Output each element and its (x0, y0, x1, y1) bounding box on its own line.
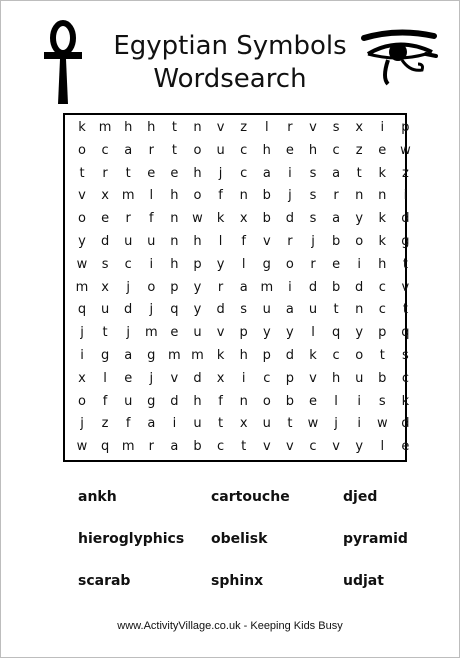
grid-cell: a (170, 439, 179, 455)
grid-cell: f (218, 188, 223, 204)
grid-cell: l (149, 188, 154, 204)
grid-cell: m (144, 325, 158, 341)
grid-cell: a (332, 211, 341, 227)
grid-cell: t (102, 325, 108, 341)
grid-cell: c (309, 439, 317, 455)
grid-cell: t (402, 302, 408, 318)
grid-cell: e (170, 325, 179, 341)
grid-cell: e (285, 142, 294, 158)
grid-cell: l (311, 325, 315, 341)
grid-cell: a (285, 302, 294, 318)
grid-cell: d (285, 348, 295, 363)
grid-cell: j (126, 325, 130, 341)
grid-cell: e (401, 439, 410, 455)
grid-cell: y (286, 325, 294, 341)
grid-cell: u (355, 370, 364, 386)
grid-cell: s (378, 393, 386, 409)
grid-cell: v (262, 439, 271, 455)
grid-cell: b (285, 393, 295, 409)
ankh-icon (38, 16, 88, 106)
eye-of-horus-icon (358, 26, 438, 88)
grid-cell: l (241, 256, 246, 272)
grid-cell: k (378, 234, 387, 249)
grid-cell: r (310, 256, 316, 272)
grid-cell: m (75, 279, 89, 295)
grid-cell: j (149, 370, 154, 386)
grid-cell: n (170, 234, 179, 249)
grid-cell: p (378, 325, 387, 341)
grid-cell: v (170, 370, 179, 386)
grid-cell: w (307, 416, 319, 432)
grid-cell: l (218, 234, 223, 249)
grid-cell: e (170, 165, 179, 181)
word-hieroglyphics: hieroglyphics (78, 531, 185, 547)
grid-cell: i (80, 348, 84, 363)
grid-cell: r (333, 188, 339, 204)
grid-cell: e (101, 211, 110, 227)
grid-cell: k (216, 348, 225, 363)
grid-cell: e (309, 393, 317, 409)
grid-cell: h (239, 348, 248, 363)
grid-cell: u (124, 234, 133, 249)
grid-cell: i (380, 120, 385, 135)
grid-cell: e (124, 370, 133, 386)
grid-cell: c (101, 142, 109, 158)
grid-cell: r (148, 439, 154, 455)
grid-cell: g (147, 393, 156, 409)
grid-cell: a (124, 142, 133, 158)
grid-cell: q (170, 302, 179, 318)
grid-cell: h (308, 142, 318, 158)
grid-cell: m (168, 348, 181, 363)
grid-cell: k (216, 211, 225, 227)
grid-cell: g (147, 348, 156, 363)
grid-cell: j (288, 188, 292, 204)
grid-cell: y (355, 211, 364, 227)
grid-cell: c (240, 165, 248, 181)
grid-cell: s (101, 256, 109, 272)
grid-cell: h (170, 188, 179, 204)
grid-cell: q (77, 302, 87, 318)
grid-cell: s (309, 211, 317, 227)
grid-cell: a (124, 348, 133, 363)
grid-cell: x (216, 370, 225, 386)
grid-cell: t (171, 142, 177, 158)
grid-cell: w (400, 142, 411, 158)
grid-cell: o (355, 234, 364, 249)
grid-cell: o (78, 393, 86, 409)
grid-cell: h (124, 120, 133, 135)
grid-cell: u (193, 325, 202, 341)
grid-cell: o (355, 348, 364, 363)
grid-cell: j (126, 279, 130, 295)
grid-cell: n (170, 211, 179, 227)
grid-cell: r (102, 165, 108, 181)
grid-cell: t (379, 348, 385, 363)
grid-cell: x (101, 188, 109, 204)
grid-cell: c (332, 348, 340, 363)
grid-cell: v (216, 325, 225, 341)
grid-cell: z (401, 165, 409, 181)
grid-cell: l (334, 393, 338, 409)
grid-cell: k (378, 165, 387, 181)
grid-cell: l (103, 370, 107, 386)
grid-cell: r (125, 211, 131, 227)
grid-cell: f (125, 416, 131, 432)
grid-cell: e (378, 142, 387, 158)
grid-cell: d (170, 393, 179, 409)
grid-cell: u (147, 234, 156, 249)
word-scarab: scarab (78, 573, 131, 589)
grid-cell: j (80, 325, 84, 341)
grid-cell: s (309, 165, 317, 181)
grid-cell: y (78, 234, 86, 249)
grid-cell: n (239, 393, 248, 409)
grid-cell: d (193, 370, 202, 386)
grid-cell: t (171, 120, 177, 135)
grid-cell: e (332, 256, 341, 272)
grid-cell: j (311, 234, 315, 249)
grid-cell: j (149, 302, 154, 318)
grid-cell: c (124, 256, 132, 272)
grid-cell: c (332, 142, 340, 158)
grid-cell: t (287, 416, 293, 432)
grid-cell: f (241, 234, 246, 249)
grid-cell: x (239, 416, 248, 432)
grid-cell: v (286, 439, 294, 455)
grid-cell: u (216, 142, 225, 158)
page-title (100, 30, 360, 96)
grid-cell: k (78, 120, 86, 135)
grid-cell: r (148, 142, 154, 158)
grid-cell: u (124, 393, 133, 409)
grid-cell: y (262, 325, 271, 341)
grid-cell: c (263, 370, 271, 386)
grid-cell: t (356, 165, 362, 181)
grid-cell: o (78, 211, 86, 227)
grid-cell: g (401, 234, 410, 249)
grid-cell: a (239, 279, 248, 295)
grid-cell: c (378, 302, 386, 318)
grid-cell: b (262, 188, 271, 204)
grid-cell: m (98, 120, 112, 135)
grid-cell: v (262, 234, 271, 249)
grid-cell: y (355, 325, 364, 341)
grid-cell: u (262, 416, 271, 432)
grid-cell: u (262, 302, 271, 318)
grid-cell: i (403, 188, 408, 204)
grid-cell: w (76, 256, 88, 272)
grid-cell: c (217, 439, 225, 455)
grid-cell: z (101, 416, 109, 432)
grid-cell: d (355, 279, 364, 295)
wordsearch-grid (63, 113, 411, 462)
grid-cell: h (193, 165, 202, 181)
grid-cell: u (193, 416, 202, 432)
grid-cell: p (262, 348, 271, 363)
grid-cell: s (240, 302, 248, 318)
grid-cell: f (218, 393, 223, 409)
grid-cell: b (378, 370, 387, 386)
grid-cell: z (240, 120, 248, 135)
grid-cell: d (401, 211, 410, 227)
grid-cell: f (102, 393, 108, 409)
grid-cell: v (78, 188, 86, 204)
grid-cell: v (309, 120, 317, 135)
grid-cell: n (193, 120, 202, 135)
grid-cell: e (147, 165, 156, 181)
grid-cell: i (288, 165, 292, 181)
grid-cell: s (309, 188, 317, 204)
grid-cell: c (401, 370, 409, 386)
grid-cell: y (355, 439, 364, 455)
grid-cell: v (332, 439, 340, 455)
grid-cell: m (191, 348, 204, 363)
grid-cell: n (378, 188, 387, 204)
grid-cell: g (262, 256, 271, 272)
grid-cell: y (216, 256, 225, 272)
grid-cell: t (79, 165, 85, 181)
grid-cell: m (260, 279, 274, 295)
grid-cell: k (401, 393, 410, 409)
grid-cell: a (147, 416, 156, 432)
word-obelisk: obelisk (211, 531, 268, 547)
grid-cell: p (170, 279, 179, 295)
grid-cell: h (262, 142, 271, 158)
grid-cell: p (401, 120, 410, 135)
grid-cell: i (288, 279, 292, 295)
grid-cell: b (193, 439, 202, 455)
grid-cell: i (357, 393, 361, 409)
grid-cell: t (333, 302, 339, 318)
grid-cell: i (241, 370, 246, 386)
grid-cell: h (193, 393, 202, 409)
grid-cell: c (378, 279, 386, 295)
grid-cell: v (309, 370, 317, 386)
grid-cell: m (121, 188, 135, 204)
grid-cell: o (285, 256, 294, 272)
grid-cell: v (216, 120, 225, 135)
grid-cell: h (331, 370, 341, 386)
grid-cell: b (331, 234, 341, 249)
grid-cell: k (309, 348, 317, 363)
grid-cell: q (401, 325, 410, 341)
grid-cell: u (308, 302, 318, 318)
grid-cell: o (193, 142, 202, 158)
grid-cell: x (101, 279, 109, 295)
grid-cell: d (401, 416, 410, 432)
grid-cell: x (239, 211, 248, 227)
grid-cell: i (357, 256, 361, 272)
grid-cell: h (170, 256, 179, 272)
grid-cell: s (332, 120, 340, 135)
grid-cell: d (100, 234, 110, 249)
grid-cell: a (262, 165, 271, 181)
grid-cell: b (331, 279, 341, 295)
grid-cell: j (218, 165, 223, 181)
grid-cell: p (239, 325, 248, 341)
grid-cell: j (334, 416, 338, 432)
grid-cell: m (121, 439, 135, 455)
grid-cell: a (332, 165, 341, 181)
grid-cell: h (193, 234, 202, 249)
grid-cell: b (262, 211, 271, 227)
word-sphinx: sphinx (211, 573, 264, 589)
grid-cell: t (125, 165, 131, 181)
grid-cell: g (100, 348, 110, 363)
grid-cell: d (124, 302, 133, 318)
grid-cell: i (149, 256, 154, 272)
grid-cell: q (331, 325, 341, 341)
grid-cell: l (380, 439, 385, 455)
title-line-2: Wordsearch (153, 64, 307, 94)
grid-cell: n (239, 188, 248, 204)
grid-cell: f (149, 211, 154, 227)
grid-cell: y (193, 279, 202, 295)
grid-cell: d (308, 279, 318, 295)
grid-cell: h (378, 256, 387, 272)
grid-cell: o (147, 279, 156, 295)
grid-cell: t (402, 256, 408, 272)
grid-cell: l (264, 120, 269, 135)
grid-cell: p (285, 370, 295, 386)
grid-cell: w (192, 211, 203, 227)
word-djed: djed (343, 489, 378, 505)
grid-cell: k (378, 211, 387, 227)
grid-cell: c (240, 142, 248, 158)
grid-cell: v (401, 279, 410, 295)
grid-cell: j (80, 416, 84, 432)
grid-cell: t (218, 416, 224, 432)
grid-cell: n (355, 188, 364, 204)
title-line-1: Egyptian Symbols (113, 31, 347, 61)
word-pyramid: pyramid (343, 531, 408, 547)
grid-cell: q (100, 439, 110, 455)
grid-cell: x (355, 120, 364, 135)
grid-cell: p (193, 256, 202, 272)
grid-cell: s (402, 348, 409, 363)
grid-cell: y (193, 302, 202, 318)
grid-cell: d (216, 302, 225, 318)
footer-text: www.ActivityVillage.co.uk - Keeping Kids Busy (117, 620, 343, 632)
grid-cell: z (355, 142, 363, 158)
grid-cell: n (355, 302, 364, 318)
grid-cell: r (217, 279, 224, 295)
word-cartouche: cartouche (211, 489, 290, 505)
grid-cell: o (193, 188, 202, 204)
grid-cell: t (241, 439, 247, 455)
grid-cell: i (357, 416, 361, 432)
grid-cell: x (78, 370, 86, 386)
grid-cell: w (376, 416, 388, 432)
grid-cell: r (287, 234, 293, 249)
grid-cell: o (262, 393, 271, 409)
grid-cell: r (287, 120, 293, 135)
grid-cell: o (78, 142, 86, 158)
grid-cell: h (147, 120, 156, 135)
word-udjat: udjat (343, 573, 384, 589)
grid-cell: i (172, 416, 177, 432)
grid-cell: w (76, 439, 88, 455)
grid-cell: u (100, 302, 110, 318)
grid-cell: d (285, 211, 295, 227)
word-ankh: ankh (78, 489, 117, 505)
